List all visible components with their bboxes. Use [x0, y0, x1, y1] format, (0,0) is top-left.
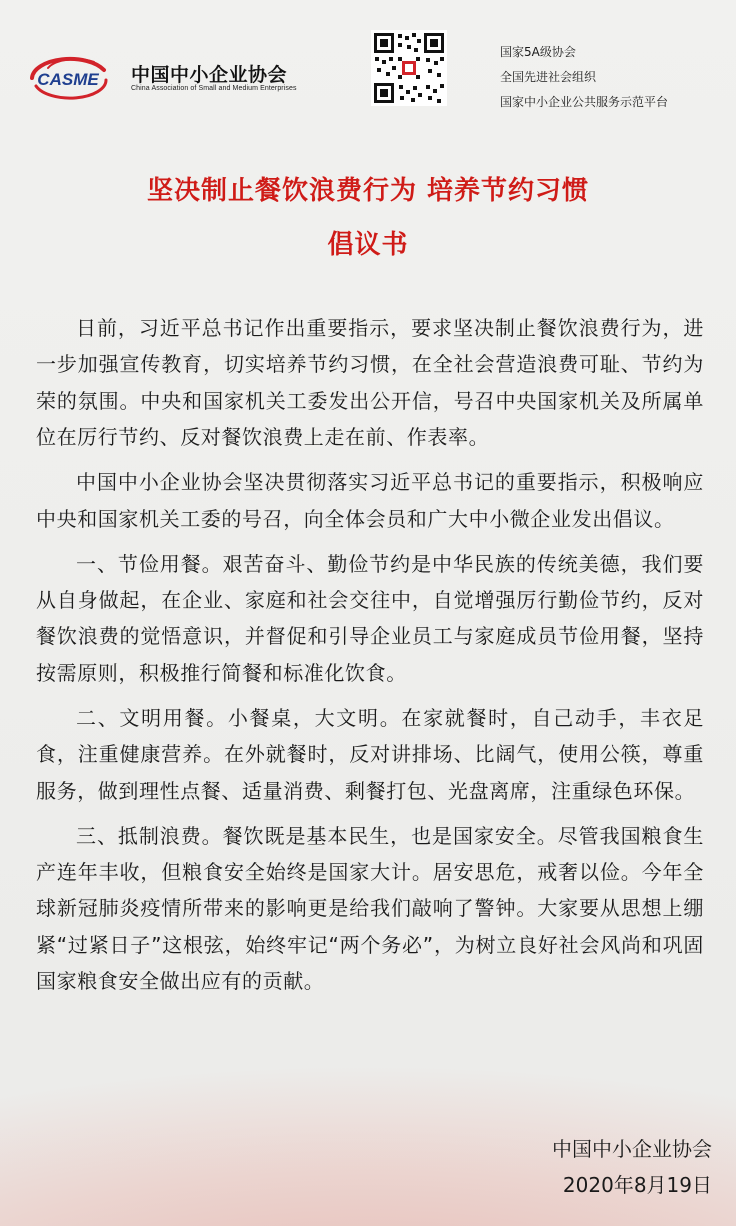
document-title: 坚决制止餐饮浪费行为 培养节约习惯	[146, 176, 590, 206]
org-name-chinese: 中国中小企业协会	[131, 64, 288, 86]
honor-item: 国家5A级协会	[500, 45, 576, 59]
paragraph: 日前，习近平总书记作出重要指示，要求坚决制止餐饮浪费行为，进一步加强宣传教育，切实培养节约习惯，在全社会营造浪费可耻、节约为荣的氛围。中央和国家机关工委发出公开信，号召中央国家机关及所属单位在厉行节约、反对餐饮浪费上走在前、作表率。	[36, 316, 704, 450]
paragraph: 一、节俭用餐。艰苦奋斗、勤俭节约是中华民族的传统美德，我们要从自身做起，在企业、家庭和社会交往中，自觉增强厉行勤俭节约，反对餐饮浪费的觉悟意识，并督促和引导企业员工与家庭成员节俭用餐，坚持按需原则，积极推行简餐和标准化饮食。	[36, 551, 704, 685]
signature-date: 2020年8月19日	[562, 1173, 712, 1197]
honors-list	[500, 40, 668, 115]
paragraph: 中国中小企业协会坚决贯彻落实习近平总书记的重要指示，积极响应中央和国家机关工委的号召，向全体会员和广大中小微企业发出倡议。	[36, 470, 704, 531]
letterhead	[0, 0, 736, 120]
signature-org: 中国中小企业协会	[552, 1137, 712, 1161]
casme-logo	[18, 48, 118, 104]
org-name-english: China Association of Small and Medium Enterprises	[131, 85, 297, 92]
proposal-body	[36, 310, 704, 1008]
document-subtitle: 倡议书	[327, 230, 409, 260]
paragraph: 二、文明用餐。小餐桌，大文明。在家就餐时，自己动手，丰衣足食，注重健康营养。在外就餐时，反对讲排场、比阔气，使用公筷，尊重服务，做到理性点餐、适量消费、剩餐打包、光盘离席，注重绿色环保。	[36, 705, 704, 803]
qr-code-icon[interactable]	[371, 30, 447, 106]
honor-item: 国家中小企业公共服务示范平台	[500, 95, 669, 109]
logo-wordmark: CASME	[37, 70, 99, 89]
honor-item: 全国先进社会组织	[500, 70, 597, 84]
paragraph: 三、抵制浪费。餐饮既是基本民生，也是国家安全。尽管我国粮食生产连年丰收，但粮食安全始终是国家大计。居安思危，戒奢以俭。今年全球新冠肺炎疫情所带来的影响更是给我们敲响了警钟。大家要从思想上绷紧“过紧日子”这根弦，始终牢记“两个务必”，为树立良好社会风尚和巩固国家粮食安全做出应有的贡献。	[36, 823, 704, 994]
